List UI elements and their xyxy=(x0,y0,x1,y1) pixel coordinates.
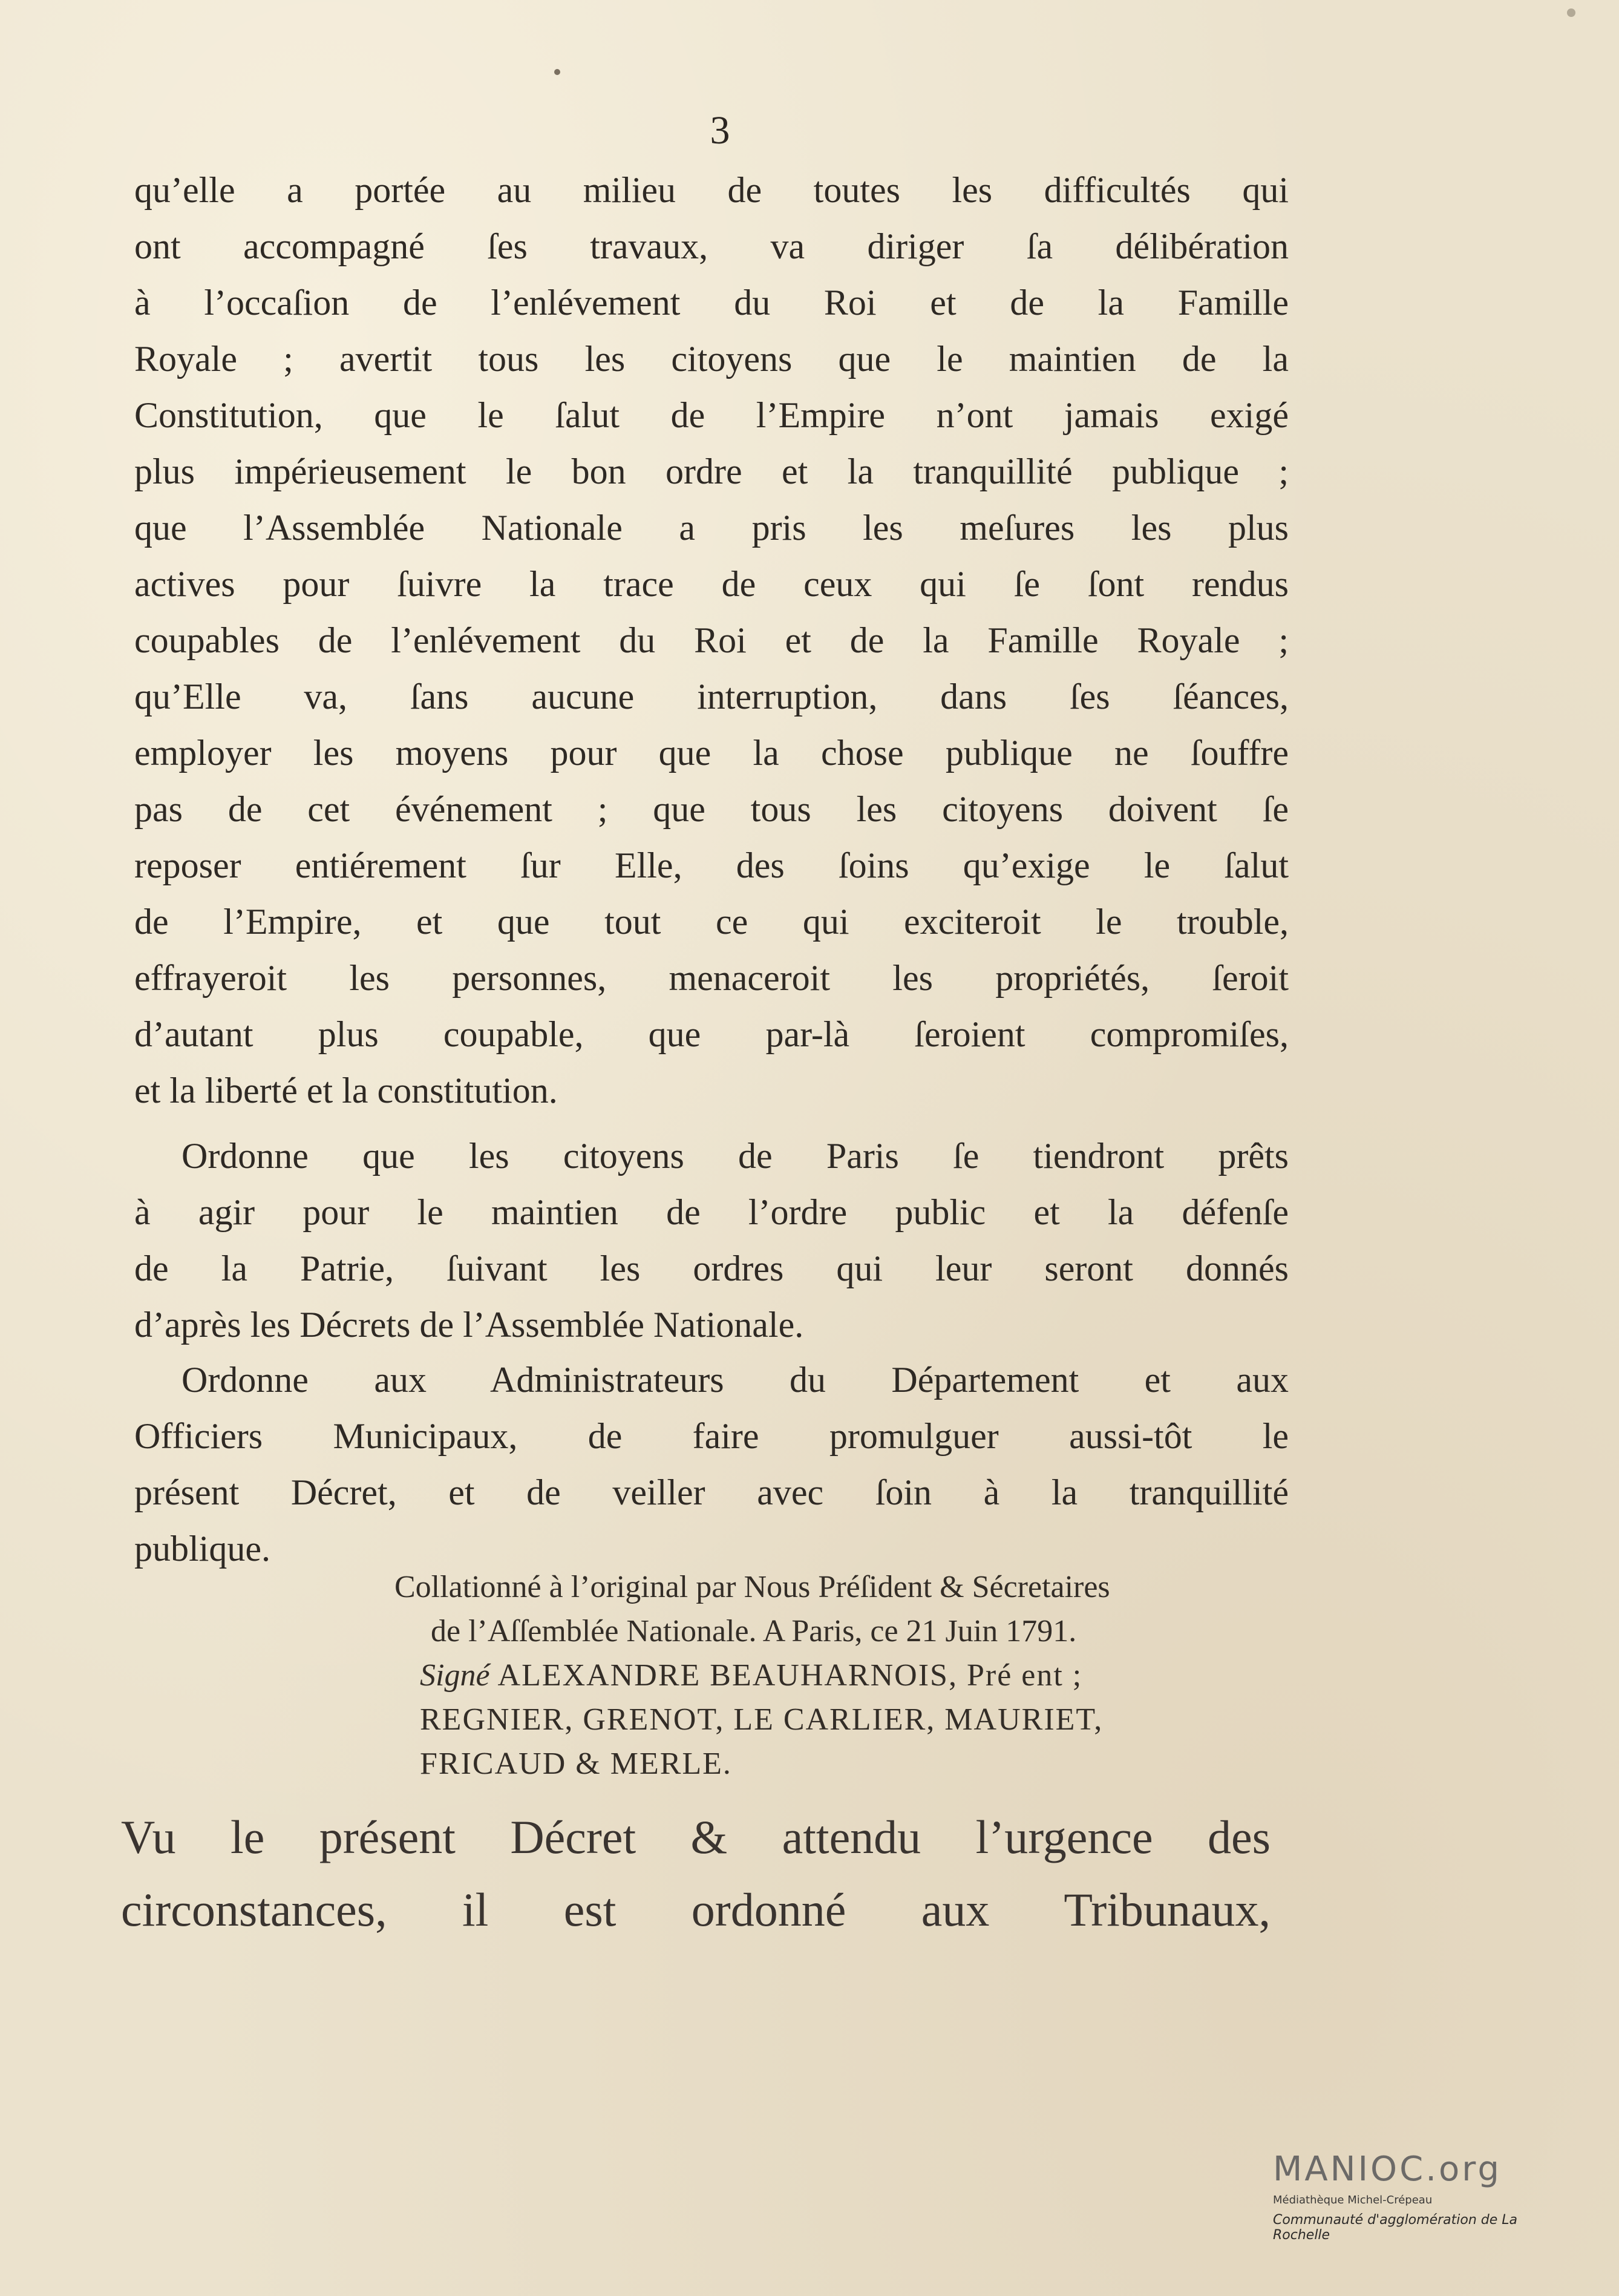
ordonne-paragraph-2 xyxy=(134,1352,1289,1577)
text-line: présent Décret, et de veiller avec ſoin à la tranquillité xyxy=(134,1472,1289,1512)
text-line: d’autant plus coupable, que par-là ſeroient compromiſes, xyxy=(134,1014,1289,1054)
ordonne-paragraph-1 xyxy=(134,1128,1289,1353)
watermark-subtitle: Médiathèque Michel-Crépeau xyxy=(1273,2194,1433,2206)
text-line: et la liberté et la constitution. xyxy=(134,1071,558,1110)
signed-label: Signé xyxy=(420,1658,490,1693)
text-line: d’après les Décrets de l’Assemblée Nationale. xyxy=(134,1305,804,1345)
text-line: employer les moyens pour que la chose publique ne ſouffre xyxy=(134,733,1289,773)
text-line: à l’occaſion de l’enlévement du Roi et de la Famille xyxy=(134,283,1289,323)
text-line: coupables de l’enlévement du Roi et de la Famille Royale ; xyxy=(134,620,1289,660)
text-line: Constitution, que le ſalut de l’Empire n’ont jamais exigé xyxy=(134,395,1289,435)
text-line: actives pour ſuivre la trace de ceux qui ſe ſont rendus xyxy=(134,564,1289,604)
text-line: de l’Empire, et que tout ce qui exciteroit le trouble, xyxy=(134,902,1289,942)
text-line: Ordonne que les citoyens de Paris ſe tiendront prêts xyxy=(182,1136,1289,1176)
text-line: qu’elle a portée au milieu de toutes les difficultés qui xyxy=(134,170,1289,210)
signatory-line xyxy=(394,1653,1272,1697)
signatory-secretaries: REGNIER, GRENOT, LE CARLIER, MAURIET, xyxy=(420,1702,1104,1737)
text-line: reposer entiérement ſur Elle, des ſoins qu’exige le ſalut xyxy=(134,845,1289,885)
text-line: effrayeroit les personnes, menaceroit les propriétés, ſeroit xyxy=(134,958,1289,998)
text-line: plus impérieusement le bon ordre et la tranquillité publique ; xyxy=(134,451,1289,491)
text-line: Ordonne aux Administrateurs du Département et aux xyxy=(182,1360,1289,1400)
text-line: ont accompagné ſes travaux, va diriger ſa délibération xyxy=(134,226,1289,266)
collation-signature xyxy=(394,1565,1272,1786)
page-number: 3 xyxy=(710,108,730,153)
text-line: Royale ; avertit tous les citoyens que le maintien de la xyxy=(134,339,1289,379)
collation-line: Collationné à l’original par Nous Préſident & Sécretaires xyxy=(394,1570,1110,1604)
collation-date-line: de l’Aſſemblée Nationale. A Paris, ce 21 Juin 1791. xyxy=(431,1614,1077,1648)
main-paragraph xyxy=(134,162,1289,1119)
decree-order-paragraph xyxy=(121,1801,1271,1946)
watermark-subtitle-2: Communauté d'agglomération de La Rochelle xyxy=(1273,2212,1518,2243)
text-line: Officiers Municipaux, de faire promulguer aussi-tôt le xyxy=(134,1416,1289,1456)
watermark-title: MANIOC.org xyxy=(1273,2150,1502,2189)
ink-speck xyxy=(554,69,560,75)
manioc-watermark xyxy=(1273,2150,1563,2243)
text-line: de la Patrie, ſuivant les ordres qui leur seront donnés xyxy=(134,1248,1289,1288)
text-line: qu’Elle va, ſans aucune interruption, dans ſes ſéances, xyxy=(134,677,1289,717)
text-line: Vu le présent Décret & attendu l’urgence des xyxy=(121,1811,1271,1863)
text-line: pas de cet événement ; que tous les citoyens doivent ſe xyxy=(134,789,1289,829)
signatory-president: ALEXANDRE BEAUHARNOIS, Pré ent ; xyxy=(497,1658,1083,1693)
text-line: circonstances, il est ordonné aux Tribunaux, xyxy=(121,1883,1271,1936)
signatory-secretaries-end: FRICAUD & MERLE. xyxy=(420,1747,732,1781)
ink-speck xyxy=(1567,8,1575,17)
text-line: que l’Assemblée Nationale a pris les meſures les plus xyxy=(134,508,1289,548)
text-line: à agir pour le maintien de l’ordre public et la défenſe xyxy=(134,1192,1289,1232)
text-line: publique. xyxy=(134,1529,270,1569)
